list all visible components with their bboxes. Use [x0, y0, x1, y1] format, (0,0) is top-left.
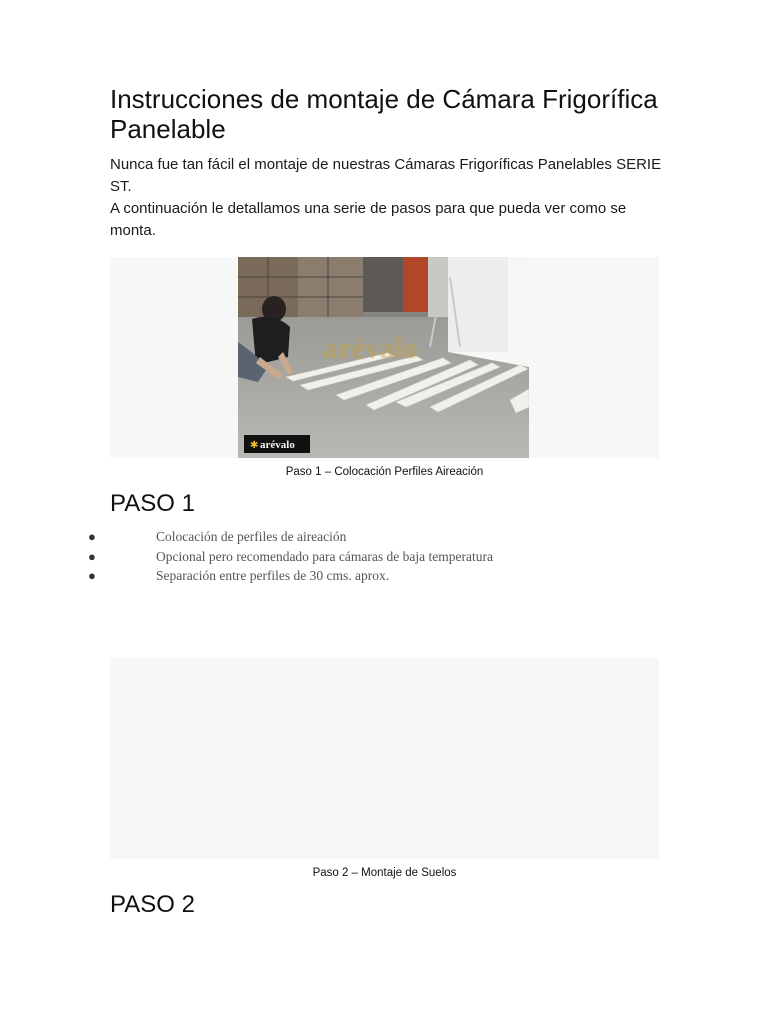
document-title: Instrucciones de montaje de Cámara Frigorífica Panelable	[110, 84, 658, 144]
step-1-photo	[238, 257, 529, 458]
logo-text: arévalo	[260, 439, 295, 451]
list-item: ● Opcional pero recomendado para cámaras de baja temperatura	[88, 547, 648, 567]
figure-2-placeholder	[110, 658, 659, 859]
figure-2-caption: Paso 2 – Montaje de Suelos	[312, 867, 457, 879]
list-item: ● Colocación de perfiles de aireación	[88, 527, 648, 547]
logo-star-icon: ✱	[250, 440, 259, 451]
figure-1-caption: Paso 1 – Colocación Perfiles Aireación	[285, 466, 484, 478]
bullet-icon: ●	[88, 568, 96, 583]
intro-line-1: Nunca fue tan fácil el montaje de nuestras Cámaras Frigoríficas Panelables SERIE ST.	[110, 156, 662, 195]
list-item: ● Separación entre perfiles de 30 cms. aprox.	[88, 566, 648, 586]
watermark-text: arévalo	[323, 332, 418, 365]
intro-text	[110, 154, 670, 242]
step-1-heading: PASO 1	[110, 490, 195, 517]
bullet-icon: ●	[88, 548, 96, 564]
figure-1-container	[110, 257, 659, 458]
step-2-heading: PASO 2	[110, 891, 195, 918]
intro-line-2: A continuación le detallamos una serie de pasos para que pueda ver como se monta.	[110, 200, 627, 239]
step-1-bullet-list	[88, 527, 648, 586]
bullet-icon: ●	[88, 529, 96, 544]
